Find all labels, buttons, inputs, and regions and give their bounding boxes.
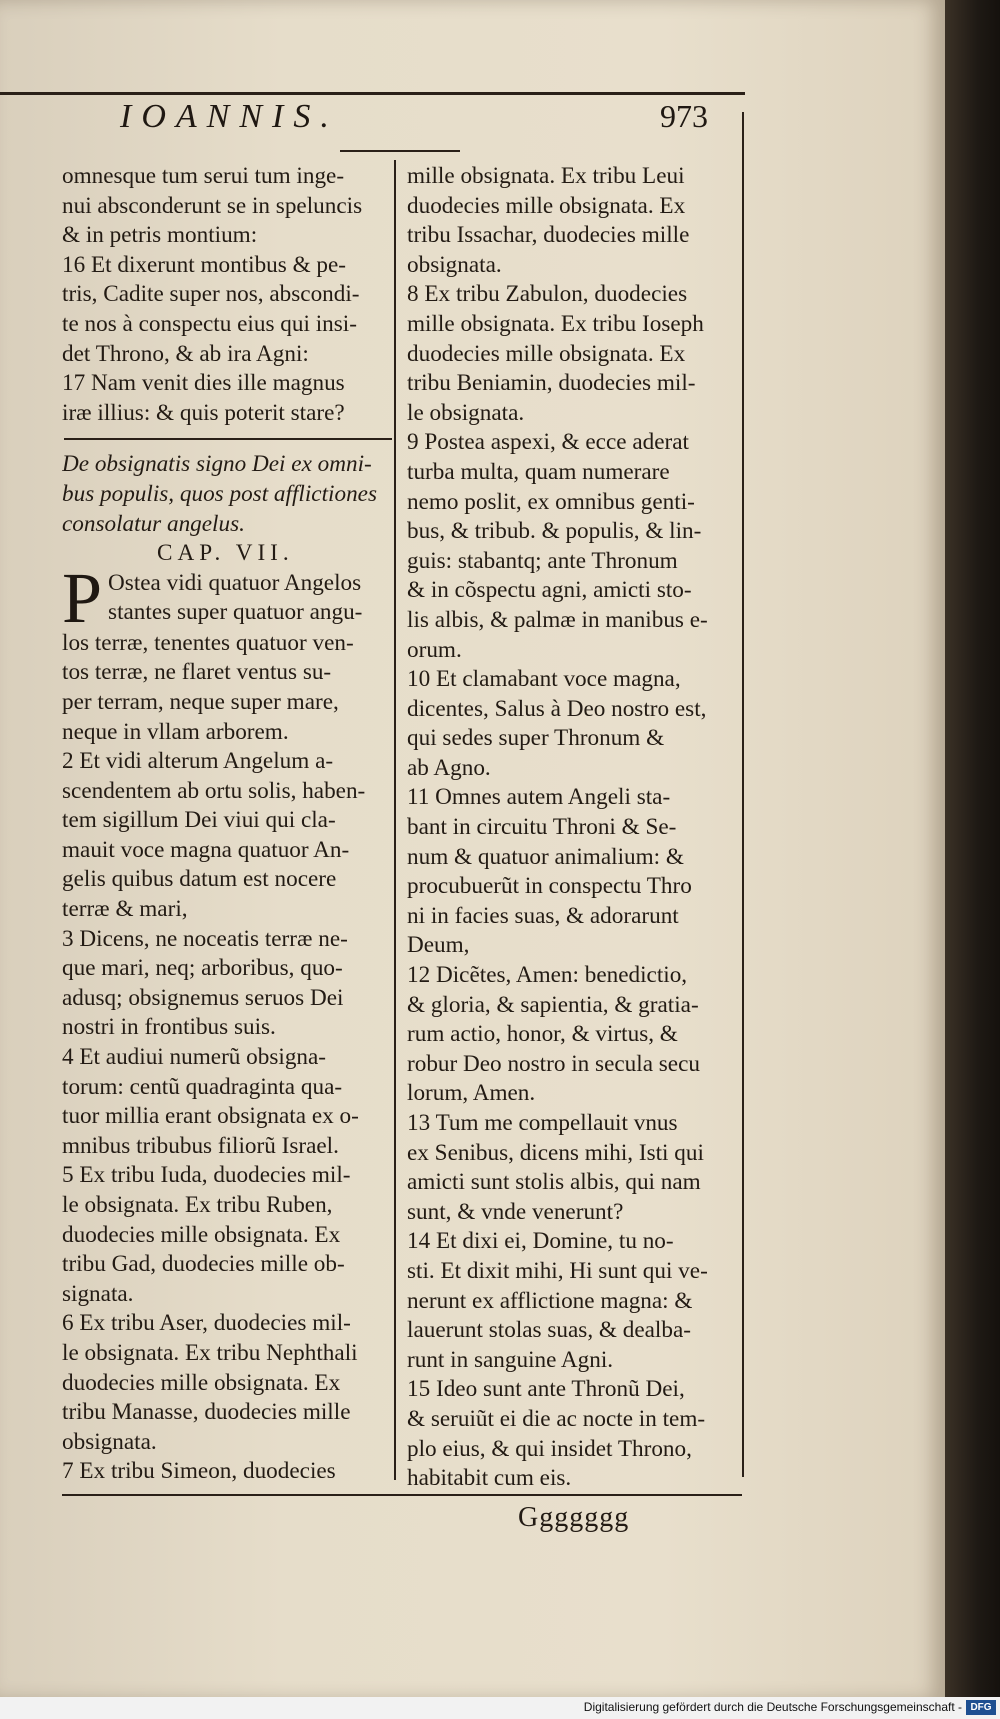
text-line: 11 Omnes autem Angeli sta-	[407, 784, 671, 811]
text-line: orum.	[407, 636, 462, 663]
text-line: nostri in frontibus suis.	[62, 1014, 276, 1041]
text-line: duodecies mille obsignata. Ex	[62, 1221, 341, 1248]
text-line: duodecies mille obsignata. Ex	[407, 340, 686, 367]
text-line: terræ & mari,	[62, 896, 188, 923]
text-line: mnibus tribubus filiorũ Israel.	[62, 1132, 339, 1159]
text-line: lauerunt stolas suas, & dealba-	[407, 1317, 691, 1344]
bottom-rule	[62, 1494, 742, 1496]
text-line: ex Senibus, dicens mihi, Isti qui	[407, 1139, 704, 1166]
dfg-logo: DFG	[966, 1700, 996, 1715]
text-line: Ostea vidi quatuor Angelos	[108, 569, 362, 596]
text-line: ab Agno.	[407, 754, 491, 781]
text-line: dicentes, Salus à Deo nostro est,	[407, 695, 707, 722]
left-column	[62, 162, 392, 1487]
text-line: los terræ, tenentes quatuor ven-	[62, 629, 354, 656]
text-line: sunt, & vnde venerunt?	[407, 1198, 624, 1225]
text-line: obsignata.	[62, 1428, 157, 1455]
text-line: 6 Ex tribu Aser, duodecies mil-	[62, 1310, 351, 1337]
text-line: 3 Dicens, ne noceatis terræ ne-	[62, 925, 348, 952]
left-column-top-text	[62, 162, 392, 428]
text-line: procubuerũt in conspectu Thro	[407, 873, 692, 900]
summary-line: consolatur angelus.	[62, 510, 245, 537]
text-line: mauit voce magna quatuor An-	[62, 836, 350, 863]
text-line: Deum,	[407, 932, 470, 959]
text-line: signata.	[62, 1280, 134, 1307]
column-divider	[394, 160, 396, 1480]
text-line: tribu Beniamin, duodecies mil-	[407, 370, 696, 397]
text-line: 4 Et audiui numerũ obsigna-	[62, 1044, 327, 1071]
text-line: tribu Manasse, duodecies mille	[62, 1399, 351, 1426]
text-line: te nos à conspectu eius qui insi-	[62, 310, 357, 337]
dropcap-lines	[62, 557, 392, 638]
text-line: & seruiũt ei die ac nocte in tem-	[407, 1405, 706, 1432]
text-line: scendentem ab ortu solis, haben-	[62, 777, 366, 804]
page-number: 973	[660, 98, 708, 134]
chapter-heading: CAP. VII.	[157, 540, 294, 567]
text-line: & gloria, & sapientia, & gratia-	[407, 991, 699, 1018]
text-line: gelis quibus datum est nocere	[62, 866, 337, 893]
text-line: rum actio, honor, & virtus, &	[407, 1021, 678, 1048]
header-underline	[340, 150, 460, 152]
text-line: amicti sunt stolis albis, qui nam	[407, 1169, 701, 1196]
text-line: nerunt ex afflictione magna: &	[407, 1287, 693, 1314]
text-line: tem sigillum Dei viui qui cla-	[62, 807, 336, 834]
header-rule	[0, 92, 745, 95]
dropcap-paragraph	[62, 557, 392, 638]
text-line: 10 Et clamabant voce magna,	[407, 666, 681, 693]
text-line: le obsignata. Ex tribu Ruben,	[62, 1192, 333, 1218]
text-line: le obsignata.	[407, 399, 525, 426]
text-line: robur Deo nostro in secula secu	[407, 1050, 700, 1077]
text-line: 5 Ex tribu Iuda, duodecies mil-	[62, 1162, 351, 1189]
text-line: runt in sanguine Agni.	[407, 1346, 614, 1373]
text-line: habitabit cum eis.	[407, 1465, 572, 1492]
text-line: tribu Issachar, duodecies mille	[407, 222, 690, 249]
text-line: bus, & tribub. & populis, & lin-	[407, 518, 702, 545]
signature-mark: Ggggggg	[518, 1502, 630, 1533]
text-line: nemo poslit, ex omnibus genti-	[407, 488, 695, 515]
section-rule	[64, 438, 392, 440]
text-line: num & quatuor animalium: &	[407, 843, 684, 870]
text-line: nui absconderunt se in speluncis	[62, 192, 363, 219]
text-line: le obsignata. Ex tribu Nephthali	[62, 1339, 358, 1366]
text-line: 8 Ex tribu Zabulon, duodecies	[407, 281, 688, 308]
text-line: tos terræ, ne flaret ventus su-	[62, 659, 332, 686]
text-line: plo eius, & qui insidet Throno,	[407, 1435, 692, 1462]
text-line: turba multa, quam numerare	[407, 458, 670, 485]
right-column	[407, 162, 737, 1494]
text-line: mille obsignata. Ex tribu Leui	[407, 163, 685, 189]
text-line: duodecies mille obsignata. Ex	[407, 192, 686, 219]
text-line: 12 Dicẽtes, Amen: benedictio,	[407, 962, 688, 989]
text-line: bant in circuitu Throni & Se-	[407, 814, 677, 841]
text-line: adusq; obsignemus seruos Dei	[62, 984, 344, 1011]
text-line: 9 Postea aspexi, & ecce aderat	[407, 429, 689, 456]
text-line: omnesque tum serui tum inge-	[62, 163, 345, 189]
dropcap-letter: P	[62, 557, 103, 638]
text-line: guis: stabantq; ante Thronum	[407, 547, 678, 574]
text-line: tuor millia erant obsignata ex o-	[62, 1103, 359, 1130]
text-line: 13 Tum me compellauit vnus	[407, 1110, 678, 1136]
text-line: 14 Et dixi ei, Domine, tu no-	[407, 1228, 674, 1255]
text-line: mille obsignata. Ex tribu Ioseph	[407, 310, 704, 337]
text-line: que mari, neq; arboribus, quo-	[62, 955, 343, 982]
text-line: neque in vllam arborem.	[62, 718, 289, 745]
text-line: 17 Nam venit dies ille magnus	[62, 370, 345, 397]
text-line: per terram, neque super mare,	[62, 688, 339, 715]
right-margin-line	[742, 112, 744, 1477]
text-line: lis albis, & palmæ in manibus e-	[407, 606, 708, 633]
text-line: 7 Ex tribu Simeon, duodecies	[62, 1458, 336, 1485]
text-line: duodecies mille obsignata. Ex	[62, 1369, 341, 1396]
text-line: torum: centũ quadraginta qua-	[62, 1073, 343, 1100]
text-line: iræ illius: & quis poterit stare?	[62, 399, 345, 426]
text-line: lorum, Amen.	[407, 1080, 536, 1107]
text-line: qui sedes super Thronum &	[407, 725, 665, 752]
text-line: & in petris montium:	[62, 222, 258, 249]
text-line: obsignata.	[407, 251, 502, 278]
text-line: tribu Gad, duodecies mille ob-	[62, 1251, 345, 1278]
summary-line: De obsignatis signo Dei ex omni-	[62, 451, 372, 478]
footer-credit: Digitalisierung gefördert durch die Deutsche Forschungsgemeinschaft -	[583, 1700, 962, 1714]
text-line: det Throno, & ab ira Agni:	[62, 340, 309, 367]
text-line: ni in facies suas, & adorarunt	[407, 902, 679, 929]
book-spine-edge	[945, 0, 1000, 1719]
left-column-body-text	[62, 629, 392, 1487]
text-line: tris, Cadite super nos, abscondi-	[62, 281, 360, 308]
text-line: sti. Et dixit mihi, Hi sunt qui ve-	[407, 1257, 708, 1284]
text-line: 16 Et dixerunt montibus & pe-	[62, 251, 347, 278]
text-line: stantes super quatuor angu-	[108, 599, 363, 626]
chapter-summary	[62, 450, 392, 539]
text-line: & in cõspectu agni, amicti sto-	[407, 577, 692, 604]
text-line: 15 Ideo sunt ante Thronũ Dei,	[407, 1376, 685, 1403]
summary-line: bus populis, quos post afflictiones	[62, 480, 377, 507]
text-line: 2 Et vidi alterum Angelum a-	[62, 748, 334, 775]
running-title: IOANNIS.	[120, 98, 339, 135]
footer-bar	[0, 1697, 1000, 1719]
